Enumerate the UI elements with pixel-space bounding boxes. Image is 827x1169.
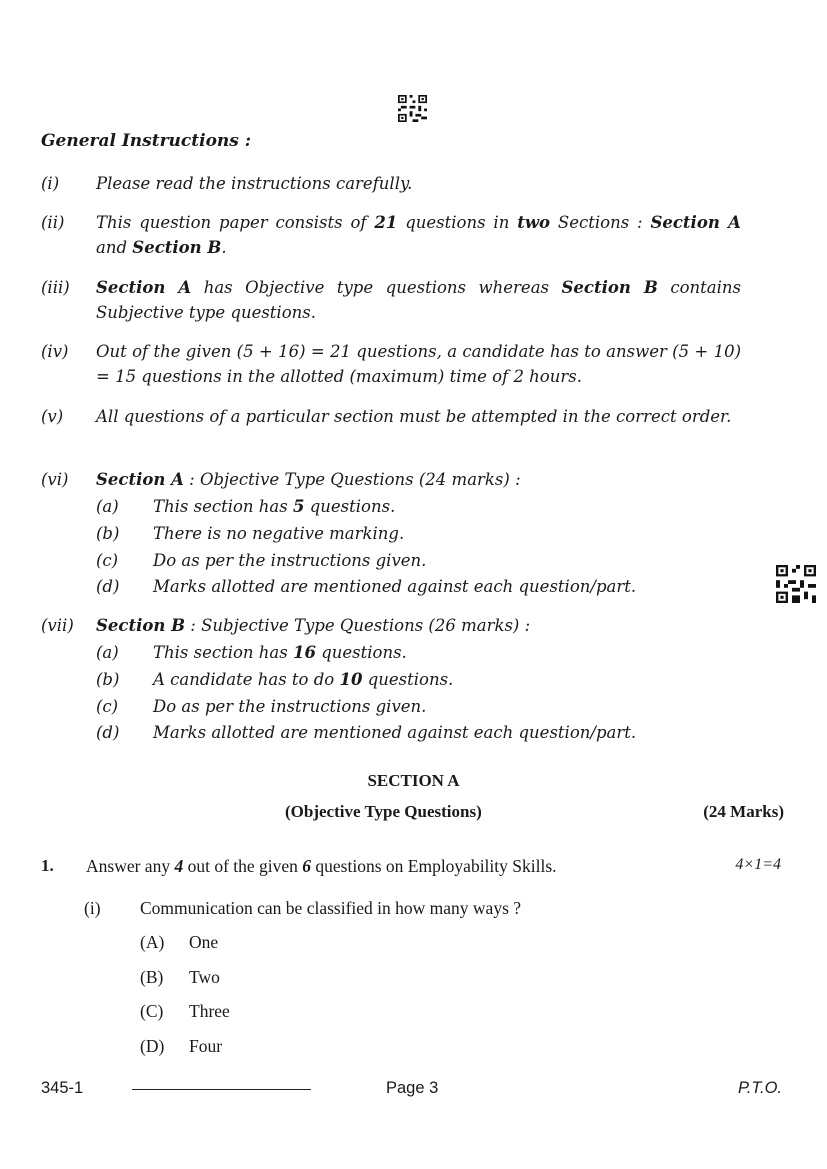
option-label: (D) <box>140 1036 165 1056</box>
instruction-item <box>41 467 741 492</box>
instruction-number: (vi) <box>41 470 69 489</box>
instruction-item <box>41 275 741 325</box>
instruction-text: Section B : Subjective Type Questions (26 marks) : <box>96 616 531 635</box>
sub-instruction-label: (b) <box>96 670 120 689</box>
qr-code-icon <box>776 565 816 603</box>
sub-instruction-text: There is no negative marking. <box>153 524 405 543</box>
qr-code-icon <box>398 95 427 122</box>
sub-instruction-label: (c) <box>96 551 119 570</box>
sub-instruction-text: Marks allotted are mentioned against each question/part. <box>153 723 637 742</box>
option-text: Four <box>189 1036 223 1056</box>
section-subtitle: (Objective Type Questions) <box>285 802 482 821</box>
sub-instruction-text: This section has 5 questions. <box>153 497 396 516</box>
sub-instruction-text: A candidate has to do 10 questions. <box>153 670 454 689</box>
instruction-text: Section A has Objective type questions whereas Section B contains Subjective type questions. <box>96 278 742 322</box>
instruction-text: Section A : Objective Type Questions (24 marks) : <box>96 470 521 489</box>
option-text: One <box>189 932 219 952</box>
general-instructions-title: General Instructions : <box>41 131 252 151</box>
section-title: SECTION A <box>367 771 460 790</box>
instruction-item <box>41 210 741 260</box>
option-label: (C) <box>140 1001 164 1021</box>
instruction-item <box>41 339 741 389</box>
instruction-item <box>41 404 741 429</box>
instruction-number: (ii) <box>41 213 65 232</box>
sub-instruction-label: (a) <box>96 497 119 516</box>
instruction-text: All questions of a particular section must be attempted in the correct order. <box>96 407 732 426</box>
sub-instruction-label: (a) <box>96 643 119 662</box>
footer-divider <box>132 1089 311 1090</box>
instruction-number: (iii) <box>41 278 70 297</box>
page-number: Page 3 <box>386 1079 439 1097</box>
sub-instruction-text: Do as per the instructions given. <box>153 551 427 570</box>
instruction-text: Out of the given (5 + 16) = 21 questions, a candidate has to answer (5 + 10) = 15 questions in the allotted (maximum) time of 2 hours. <box>96 342 741 386</box>
option-label: (A) <box>140 932 165 952</box>
question-marks: 4×1=4 <box>735 856 781 873</box>
pto-label: P.T.O. <box>737 1079 782 1097</box>
sub-instruction-label: (d) <box>96 577 120 596</box>
sub-instruction-text: Marks allotted are mentioned against each question/part. <box>153 577 637 596</box>
paper-code: 345-1 <box>41 1079 84 1097</box>
option-d <box>140 1036 222 1057</box>
instruction-number: (i) <box>41 174 60 193</box>
option-b <box>140 967 220 988</box>
instruction-text: This question paper consists of 21 questions in two Sections : Section A and Section B. <box>96 213 741 257</box>
subquestion-text: Communication can be classified in how many ways ? <box>140 898 522 918</box>
sub-instruction-label: (b) <box>96 524 120 543</box>
instruction-number: (iv) <box>41 342 69 361</box>
subquestion-number: (i) <box>84 898 101 918</box>
sub-instruction-text: Do as per the instructions given. <box>153 697 427 716</box>
instruction-text: Please read the instructions carefully. <box>96 174 413 193</box>
instruction-item <box>41 171 741 196</box>
instruction-number: (vii) <box>41 616 74 635</box>
option-c <box>140 1001 230 1022</box>
option-label: (B) <box>140 967 164 987</box>
sub-instruction-text: This section has 16 questions. <box>153 643 407 662</box>
option-a <box>140 932 218 953</box>
sub-instruction-label: (d) <box>96 723 120 742</box>
instruction-number: (v) <box>41 407 64 426</box>
sub-instruction-label: (c) <box>96 697 119 716</box>
section-marks: (24 Marks) <box>703 802 784 821</box>
question-text: Answer any 4 out of the given 6 questions on Employability Skills. <box>86 856 557 876</box>
question-number: 1. <box>41 856 54 875</box>
option-text: Three <box>189 1001 230 1021</box>
instruction-item <box>41 613 741 638</box>
option-text: Two <box>189 967 220 987</box>
